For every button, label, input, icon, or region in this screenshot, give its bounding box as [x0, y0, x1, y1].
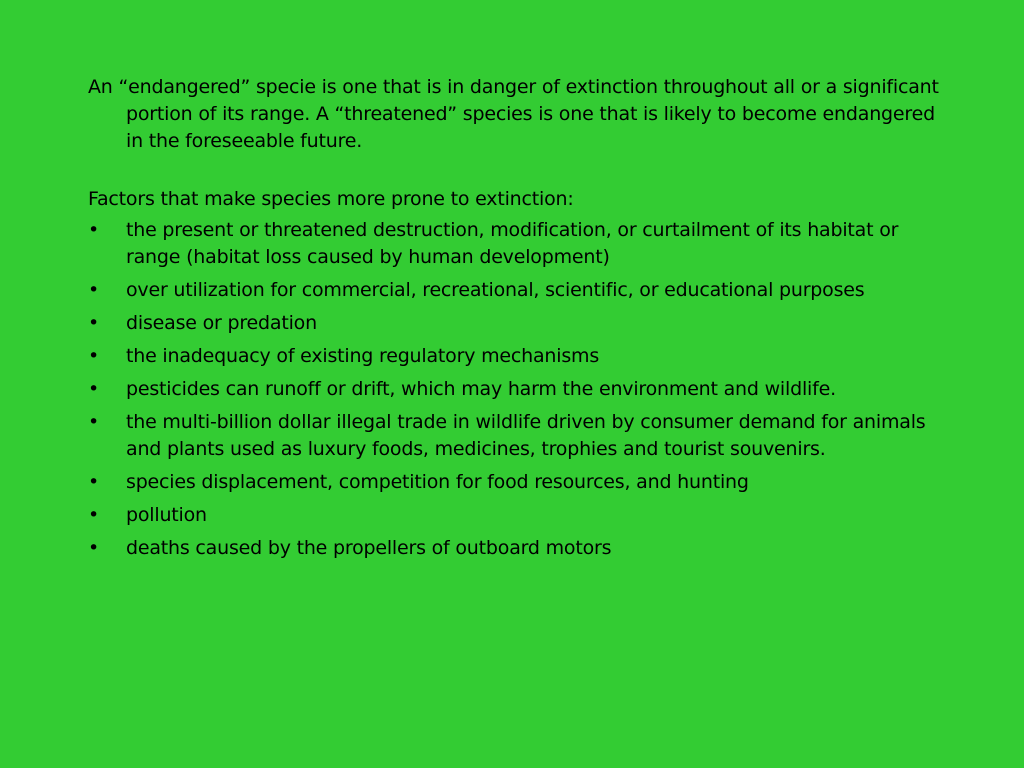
bullet-icon: •: [88, 219, 100, 241]
bullet-icon: •: [88, 378, 100, 400]
bullet-icon: •: [88, 471, 100, 493]
list-item: [88, 343, 948, 370]
list-item-text: the inadequacy of existing regulatory mechanisms: [126, 345, 600, 367]
list-item: [88, 535, 948, 562]
intro-paragraph: An “endangered” specie is one that is in danger of extinction throughout all or a significant portion of its range. A “threatened” species is one that is likely to become endangered in the foreseeable future.: [88, 76, 939, 152]
list-item-text: species displacement, competition for food resources, and hunting: [126, 471, 749, 493]
list-item-text: over utilization for commercial, recreational, scientific, or educational purposes: [126, 279, 865, 301]
bullet-icon: •: [88, 411, 100, 433]
list-item-text: deaths caused by the propellers of outboard motors: [126, 537, 612, 559]
bullet-icon: •: [88, 504, 100, 526]
bullet-icon: •: [88, 312, 100, 334]
factors-heading: Factors that make species more prone to extinction:: [88, 188, 574, 210]
list-item: [88, 469, 948, 496]
slide-content: [88, 74, 948, 568]
bullet-icon: •: [88, 345, 100, 367]
list-item-text: pesticides can runoff or drift, which may harm the environment and wildlife.: [126, 378, 836, 400]
bullet-icon: •: [88, 279, 100, 301]
list-item: [88, 217, 948, 271]
list-item-text: the present or threatened destruction, modification, or curtailment of its habitat or range (habitat loss caused by human development): [126, 219, 899, 268]
list-item-text: pollution: [126, 504, 207, 526]
factors-list: [88, 217, 948, 562]
list-item: [88, 409, 948, 463]
bullet-icon: •: [88, 537, 100, 559]
list-item-text: the multi-billion dollar illegal trade in wildlife driven by consumer demand for animals and plants used as luxury foods, medicines, trophies and tourist souvenirs.: [126, 411, 926, 460]
list-item: [88, 277, 948, 304]
list-item-text: disease or predation: [126, 312, 317, 334]
list-item: [88, 310, 948, 337]
list-item: [88, 376, 948, 403]
list-item: [88, 502, 948, 529]
